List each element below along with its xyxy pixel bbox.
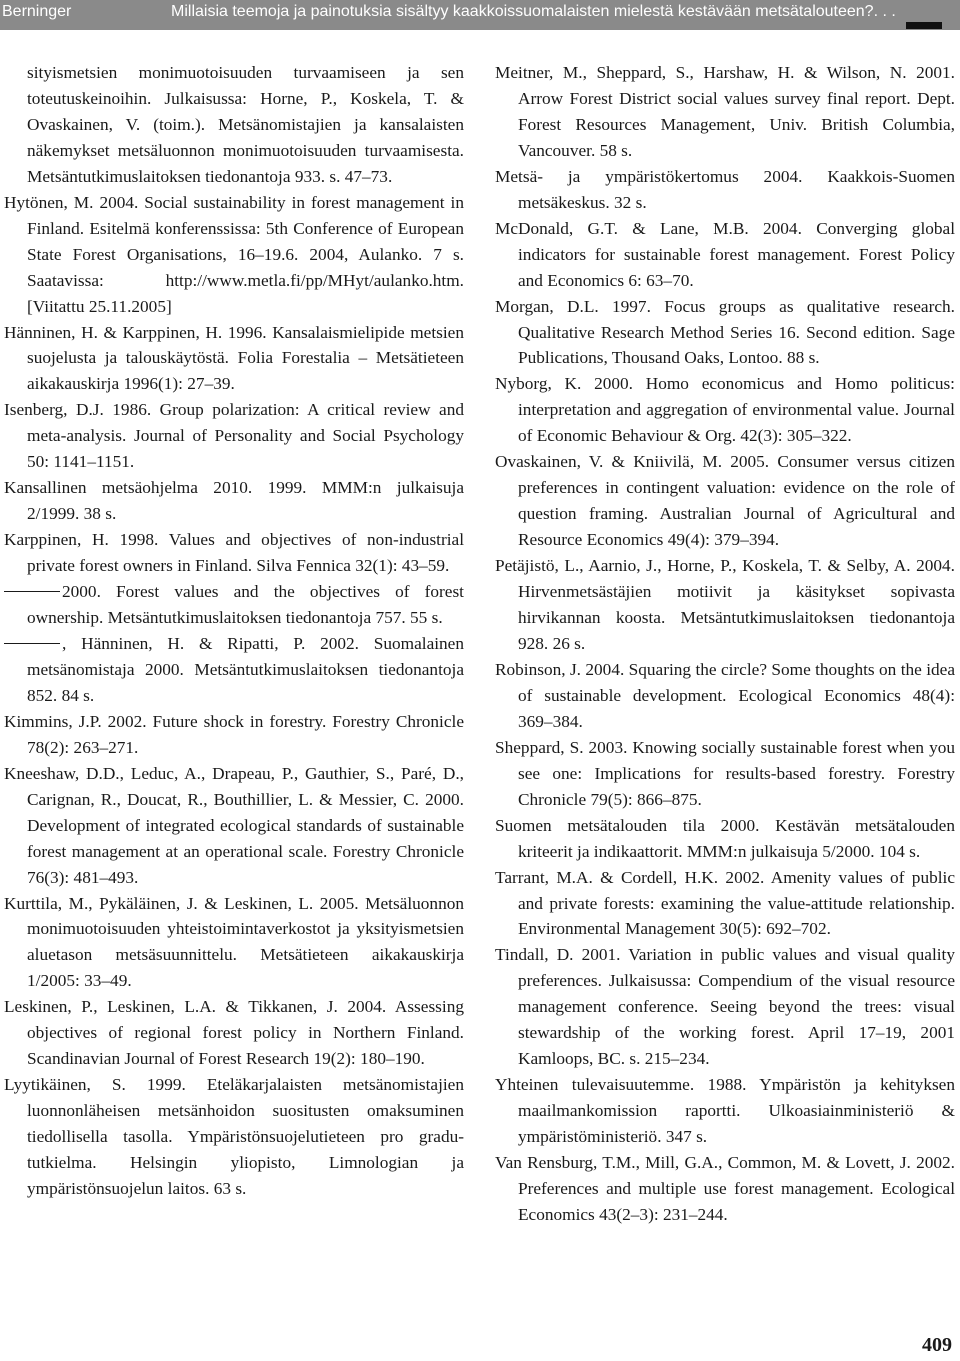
reference-entry: Tarrant, M.A. & Cordell, H.K. 2002. Amenity values of public and private forests: examining the value-attitude relationship. Environmental Management 30(5): 692–702.	[495, 867, 955, 939]
reference-entry: Ovaskainen, V. & Kniivilä, M. 2005. Consumer versus citizen preferences in contingent valuation: evidence on the role of question framing. Australian Journal of Agricultural and Resource Economics 49(4): 379–394.	[495, 452, 955, 550]
reference-entry: Isenberg, D.J. 1986. Group polarization: A critical review and meta-analysis. Journal of Personality and Social Psychology 50: 1141–1151.	[4, 400, 464, 472]
reference-entry: Meitner, M., Sheppard, S., Harshaw, H. & Wilson, N. 2001. Arrow Forest District social values survey final report. Dept. Forest Resources Management, Univ. British Columbia, Vancouver. 58 s.	[495, 63, 955, 160]
left-column	[4, 60, 464, 1202]
reference-entry: Suomen metsätalouden tila 2000. Kestävän metsätalouden kriteerit ja indikaattorit. MMM:n julkaisuja 5/2000. 104 s.	[495, 815, 955, 861]
ditto-dash	[4, 591, 60, 592]
reference-entry: Robinson, J. 2004. Squaring the circle? Some thoughts on the idea of sustainable development. Ecological Economics 48(4): 369–384.	[495, 659, 955, 731]
reference-entry: Kneeshaw, D.D., Leduc, A., Drapeau, P., Gauthier, S., Paré, D., Carignan, R., Doucat, R., Bouthillier, L. & Messier, C. 2000. Development of integrated ecological standards of sustainable forest management at an operational scale. Forestry Chronicle 76(3): 481–493.	[4, 763, 464, 887]
reference-entry: Hytönen, M. 2004. Social sustainability in forest management in Finland. Esitelmä konferenssissa: 5th Conference of European State Forest Organisations, 16–19.6. 2004, Aulanko. 7 s. Saatavissa: http://www.metla.fi/pp/MHyt/aulanko.htm. [Viitattu 25.11.2005]	[4, 192, 464, 316]
reference-entry-ditto	[4, 579, 464, 631]
reference-entry: Metsä- ja ympäristökertomus 2004. Kaakkois-Suomen metsäkeskus. 32 s.	[495, 166, 955, 212]
reference-entry: sityismetsien monimuotoisuuden turvaamiseen ja sen toteutuskeinoihin. Julkaisussa: Horne, P., Koskela, T. & Ovaskainen, V. (toim.). Metsänomistajien ja kansalaisten näkemykset metsäluonnon monimuotoisuuden turvaamisesta. Metsäntutkimuslaitoksen tiedonantoja 933. s. 47–73.	[27, 63, 464, 186]
reference-entry: Morgan, D.L. 1997. Focus groups as qualitative research. Qualitative Research Method Series 16. Second edition. Sage Publications, Thousand Oaks, Lontoo. 88 s.	[495, 296, 955, 368]
reference-entry: Hänninen, H. & Karppinen, H. 1996. Kansalaismielipide metsien suojelusta ja talouskäytöstä. Folia Forestalia – Metsätieteen aikakauskirja 1996(1): 27–39.	[4, 322, 464, 394]
reference-entry: McDonald, G.T. & Lane, M.B. 2004. Converging global indicators for sustainable forest management. Forest Policy and Economics 6: 63–70.	[495, 218, 955, 290]
reference-entry: Van Rensburg, T.M., Mill, G.A., Common, M. & Lovett, J. 2002. Preferences and multiple use forest management. Ecological Economics 43(2–3): 231–244.	[495, 1153, 955, 1224]
reference-entry-ditto	[4, 631, 464, 709]
right-column	[495, 60, 955, 1228]
reference-entry: Tindall, D. 2001. Variation in public values and visual quality preferences. Julkaisussa: Compendium of the visual resource management conference. Seeing beyond the trees: visual stewardship of the working forest. April 17–19, 2001 Kamloops, BC. s. 215–234.	[495, 945, 955, 1069]
running-header	[0, 0, 960, 30]
reference-text: , Hänninen, H. & Ripatti, P. 2002. Suomalainen metsänomistaja 2000. Metsäntutkimuslaitoksen tiedonantoja 852. 84 s.	[27, 633, 464, 705]
reference-entry: Karppinen, H. 1998. Values and objectives of non-industrial private forest owners in Finland. Silva Fennica 32(1): 43–59.	[4, 530, 464, 576]
header-author: Berninger	[2, 3, 72, 20]
reference-entry: Sheppard, S. 2003. Knowing socially sustainable forest when you see one: Implications for results-based forestry. Forestry Chronicle 79(5): 866–875.	[495, 737, 955, 809]
reference-entry: Kansallinen metsäohjelma 2010. 1999. MMM:n julkaisuja 2/1999. 38 s.	[4, 478, 464, 524]
reference-text: 2000. Forest values and the objectives of forest ownership. Metsäntutkimuslaitoksen tiedonantoja 757. 55 s.	[27, 582, 464, 628]
header-title: Millaisia teemoja ja painotuksia sisältyy kaakkoissuomalaisten mielestä kestävään metsätalouteen?. . .	[171, 3, 896, 20]
page-number: 409	[922, 1334, 952, 1356]
reference-entry: Leskinen, P., Leskinen, L.A. & Tikkanen, J. 2004. Assessing objectives of regional forest policy in Northern Finland. Scandinavian Journal of Forest Research 19(2): 180–190.	[4, 997, 464, 1069]
reference-entry: Kimmins, J.P. 2002. Future shock in forestry. Forestry Chronicle 78(2): 263–271.	[4, 711, 464, 757]
reference-entry: Petäjistö, L., Aarnio, J., Horne, P., Koskela, T. & Selby, A. 2004. Hirvenmetsästäjien motiivit ja käsitykset sopivasta hirvikannan koosta. Metsäntutkimuslaitoksen tiedonantoja 928. 26 s.	[495, 556, 955, 653]
header-bar	[906, 22, 942, 29]
ditto-dash	[4, 643, 60, 644]
reference-entry: Kurttila, M., Pykäläinen, J. & Leskinen, L. 2005. Metsäluonnon monimuotoisuuden yhteistoimintaverkostot ja yksityismetsien aluetason metsäsuunnittelu. Metsätieteen aikakauskirja 1/2005: 33–49.	[4, 893, 464, 991]
reference-entry: Yhteinen tulevaisuutemme. 1988. Ympäristön ja kehityksen maailmankomission raportti. Ulkoasiainministeriö & ympäristöministeriö. 347 s.	[495, 1075, 955, 1147]
reference-entry: Lyytikäinen, S. 1999. Eteläkarjalaisten metsänomistajien luonnonläheisen metsänhoidon suositusten omaksuminen tiedollisella tasolla. Ympäristönsuojelutieteen pro gradu-tutkielma. Helsingin yliopisto, Limnologian ja ympäristönsuojelun laitos. 63 s.	[4, 1075, 464, 1198]
reference-entry: Nyborg, K. 2000. Homo economicus and Homo politicus: interpretation and aggregation of environmental value. Journal of Economic Behaviour & Org. 42(3): 305–322.	[495, 374, 955, 446]
